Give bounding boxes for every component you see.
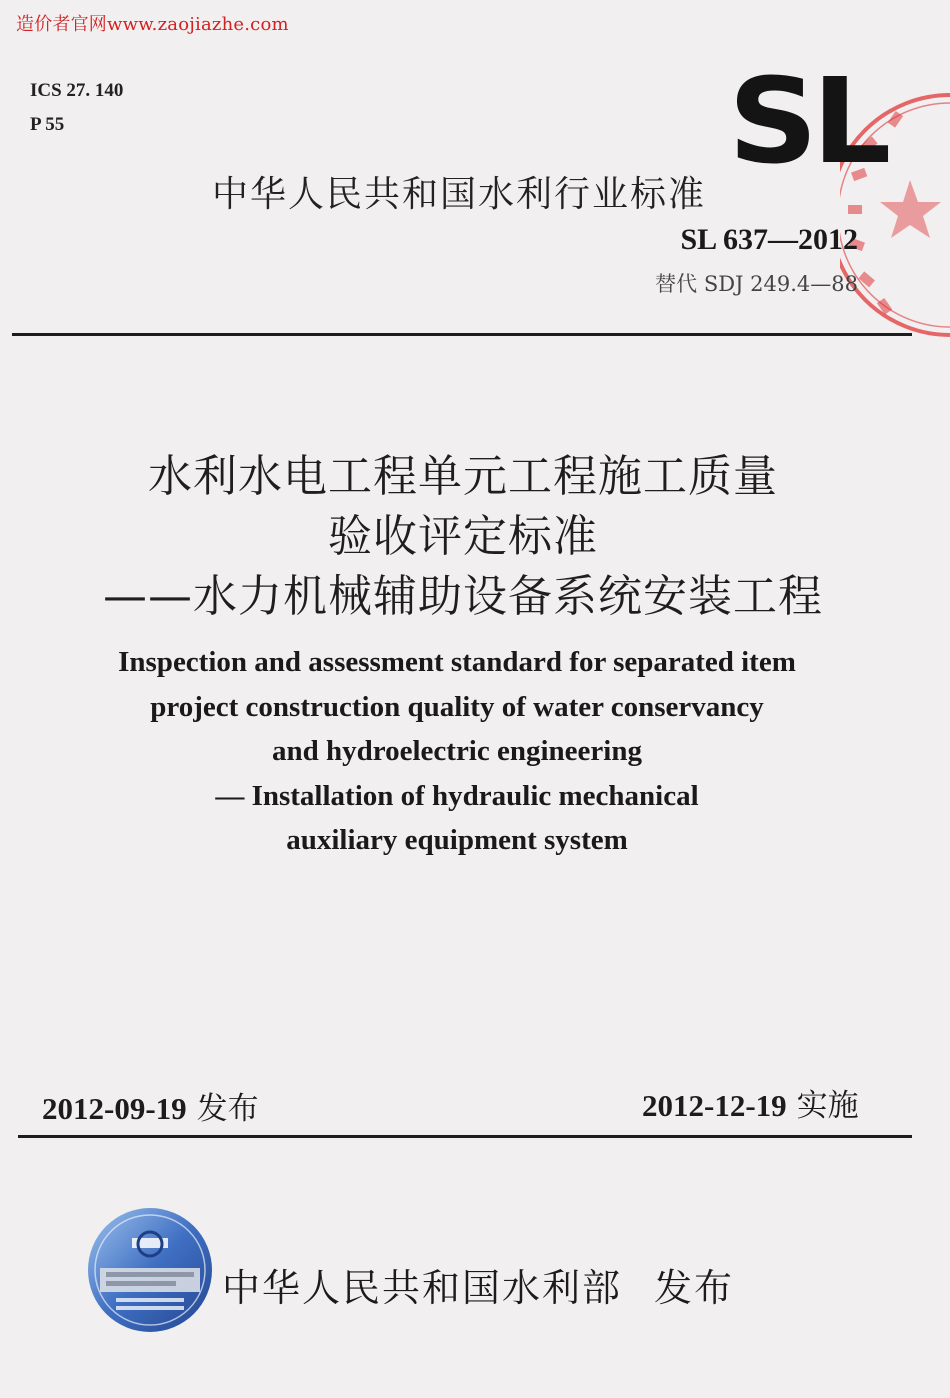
issue-date <box>42 1083 259 1128</box>
industry-standard-title: 中华人民共和国水利行业标准 <box>212 174 707 215</box>
sl-logo: SL <box>728 52 886 190</box>
chinese-title-line-2: 验收评定标准 <box>328 511 598 562</box>
english-title-line-5: auxiliary equipment system <box>286 824 628 856</box>
replaces-standard: 替代 SDJ 249.4—88 <box>655 272 858 296</box>
standard-number: SL 637—2012 <box>680 223 858 256</box>
hologram-sticker-icon <box>86 1206 214 1334</box>
implement-date <box>642 1080 859 1125</box>
english-title-line-4: — Installation of hydraulic mechanical <box>215 780 699 812</box>
top-divider <box>12 333 912 336</box>
issue-date-value: 2012-09-19 <box>42 1091 187 1126</box>
publisher <box>222 1257 734 1312</box>
chinese-title-line-1: 水利水电工程单元工程施工质量 <box>148 451 778 502</box>
watermark-text: 造价者官网www.zaojiazhe.com <box>16 14 289 35</box>
chinese-title-line-3: ——水力机械辅助设备系统安装工程 <box>103 571 823 622</box>
english-title-line-3: and hydroelectric engineering <box>272 735 642 767</box>
ics-code: ICS 27. 140 <box>30 80 124 101</box>
publisher-name: 中华人民共和国水利部 <box>222 1266 623 1310</box>
publisher-action: 发布 <box>654 1266 735 1310</box>
bottom-divider <box>18 1135 912 1138</box>
implement-date-value: 2012-12-19 <box>642 1088 787 1123</box>
issue-label: 发布 <box>196 1091 259 1127</box>
english-title-line-1: Inspection and assessment standard for separated item <box>118 646 796 678</box>
category-code: P 55 <box>30 114 65 135</box>
implement-label: 实施 <box>796 1088 859 1124</box>
english-title-line-2: project construction quality of water conservancy <box>150 691 764 723</box>
